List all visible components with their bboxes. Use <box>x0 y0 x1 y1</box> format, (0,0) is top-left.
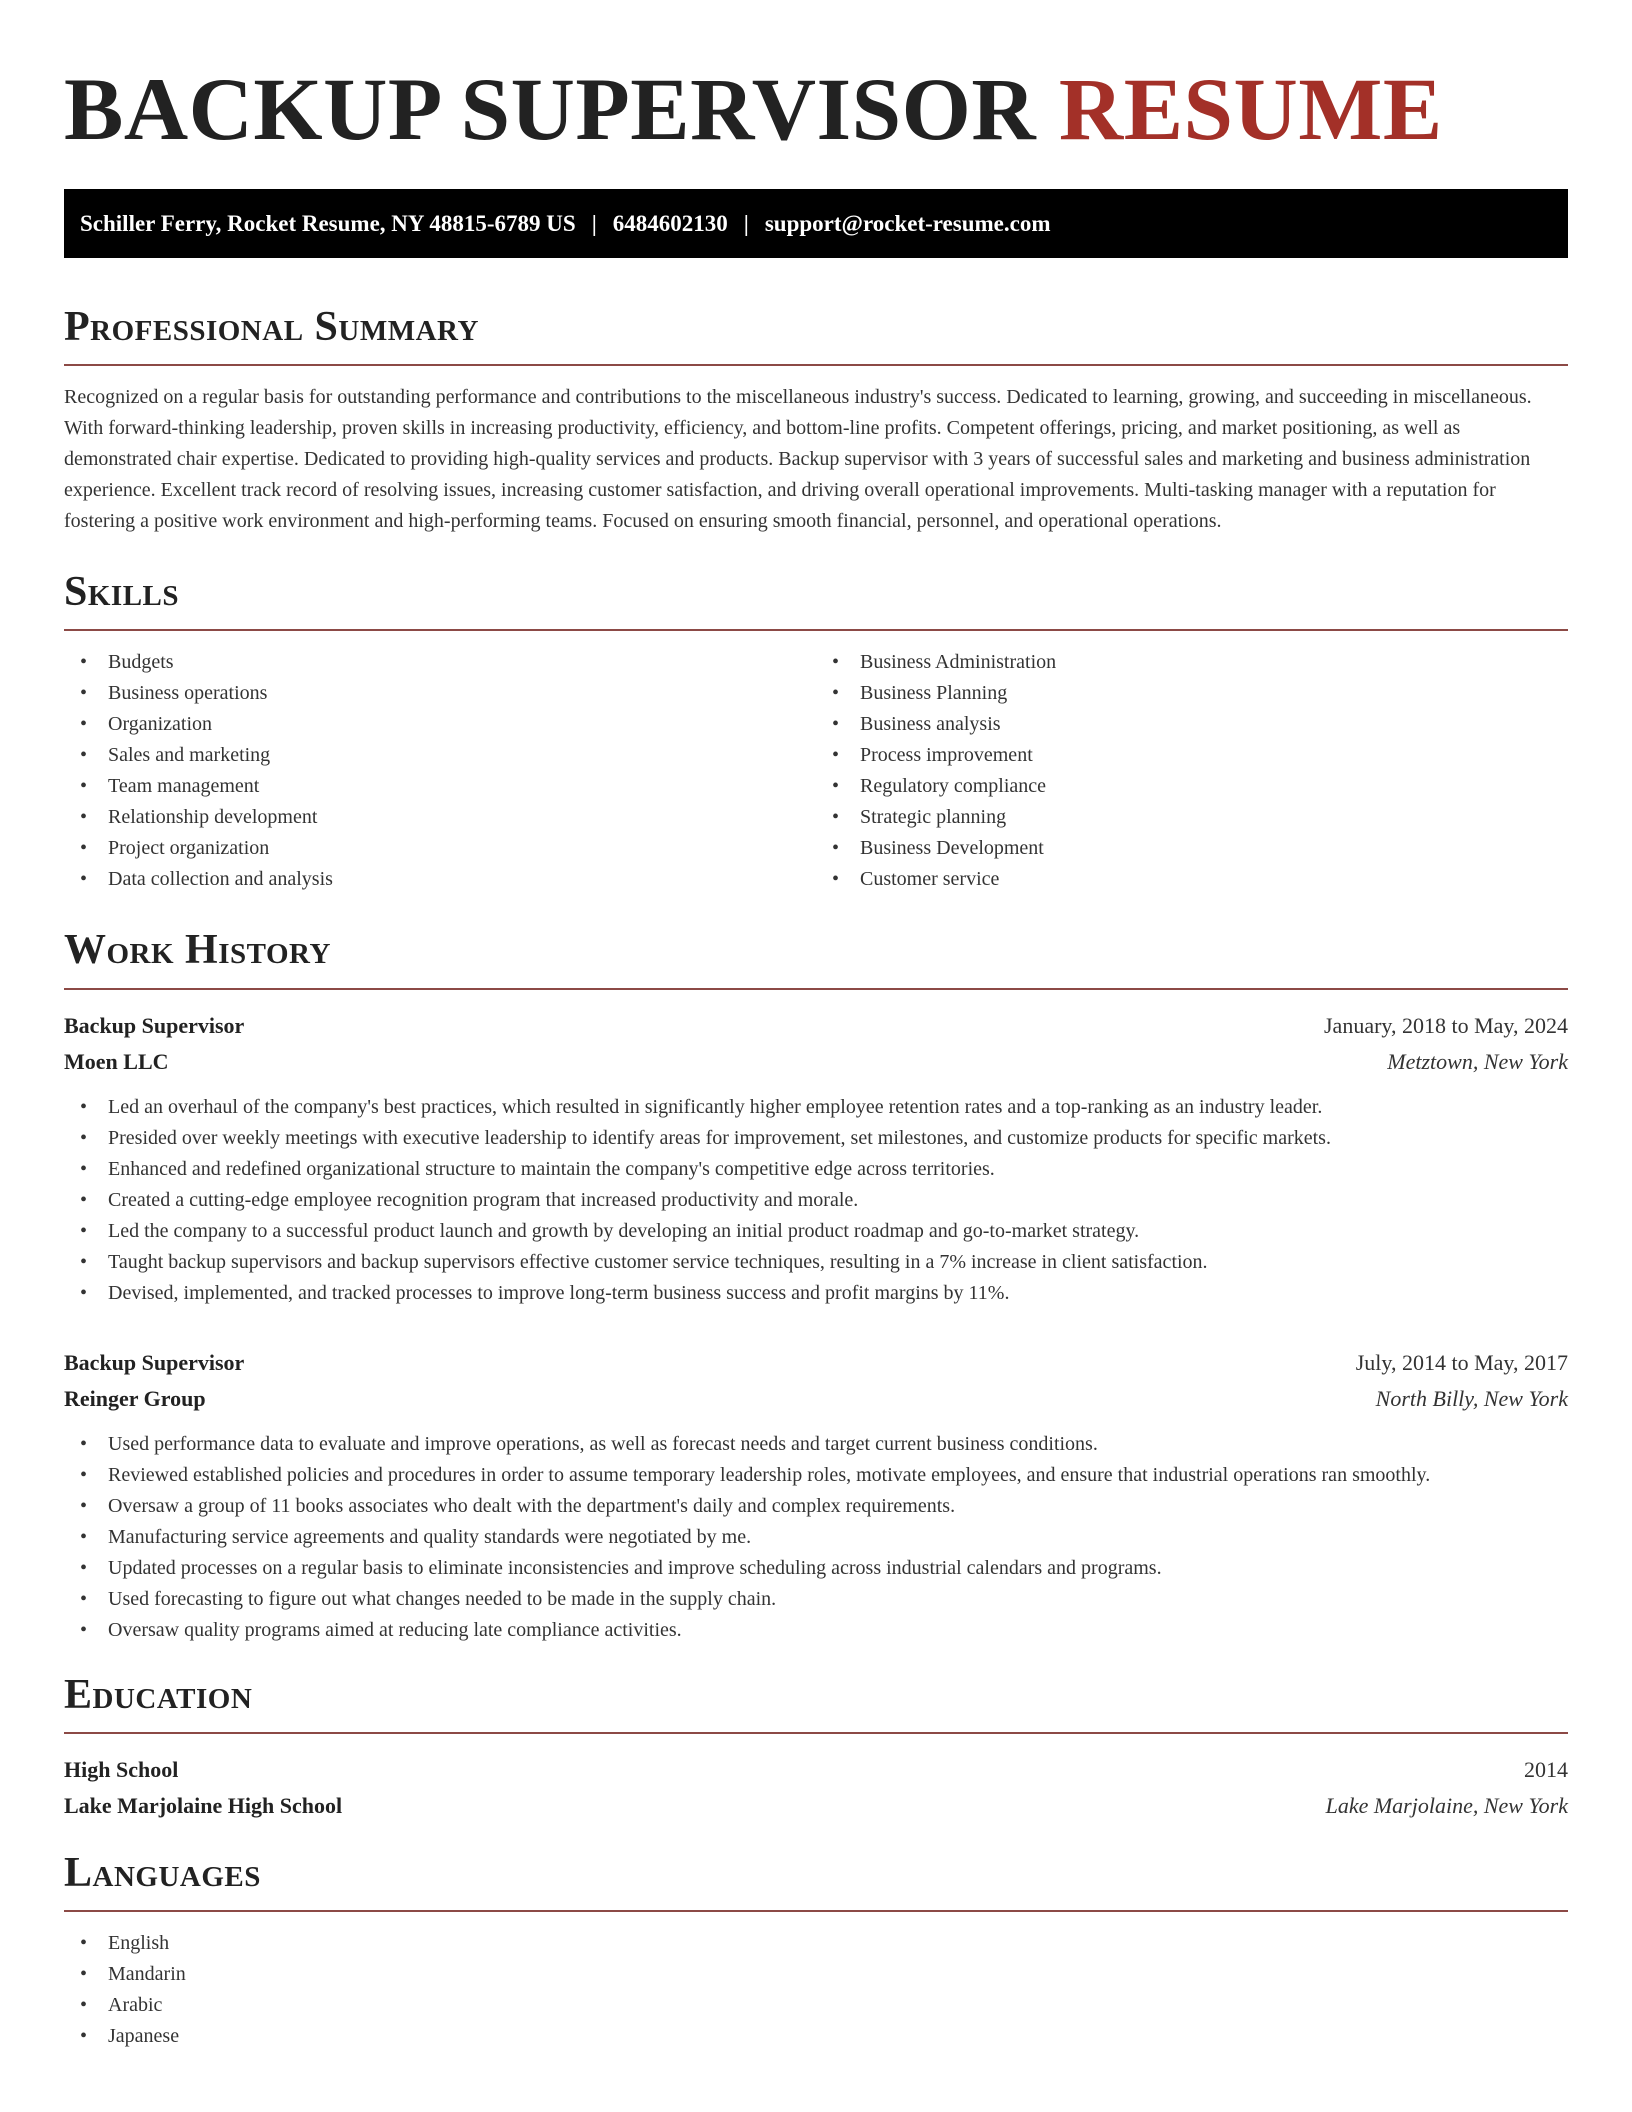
job-bullet: • Enhanced and redefined organizational structure to maintain the company's competitive edge across territories. <box>64 1154 1568 1185</box>
education-school: Lake Marjolaine High School <box>64 1792 343 1818</box>
job-company: Reinger Group <box>64 1385 206 1411</box>
summary-text: Recognized on a regular basis for outstanding performance and contributions to the miscellaneous industry's success. Dedicated to learning, growing, and succeeding in miscellaneous. With forward-thinking leadership, proven skills in increasing productivity, efficiency, and bottom-line profits. Competent offerings, pricing, and market positioning, as well as demonstrated chair expertise. Dedicated to providing high-quality services and products. Backup supervisor with 3 years of successful sales and marketing and business administration experience. Excellent track record of resolving issues, increasing customer satisfaction, and driving overall operational improvements. Multi-tasking manager with a reputation for fostering a positive work environment and high-performing teams. Focused on ensuring smooth financial, personnel, and operational operations. <box>64 386 1532 533</box>
job-bullets <box>64 1092 1568 1309</box>
job-bullet: • Used forecasting to figure out what changes needed to be made in the supply chain. <box>64 1584 1568 1615</box>
job-bullet: • Led the company to a successful product launch and growth by developing an initial product roadmap and go-to-market strategy. <box>64 1216 1568 1247</box>
skills-list-left <box>64 647 816 895</box>
title-accent: RESUME <box>1058 61 1443 159</box>
skill-item: • Team management <box>64 771 816 802</box>
job-bullet: • Presided over weekly meetings with executive leadership to identify areas for improvement, set milestones, and customize products for specific markets. <box>64 1123 1568 1154</box>
skill-item: • Customer service <box>816 864 1568 895</box>
language-item: • Arabic <box>64 1990 1568 2021</box>
language-item: • Mandarin <box>64 1959 1568 1990</box>
title-main: BACKUP SUPERVISOR <box>64 61 1037 159</box>
skill-item: • Business Development <box>816 833 1568 864</box>
education-school-row <box>64 1788 1568 1824</box>
education-location: Lake Marjolaine, New York <box>1325 1792 1568 1818</box>
job-dates: January, 2018 to May, 2024 <box>1324 1012 1568 1038</box>
contact-bar <box>64 189 1568 258</box>
skill-item: • Regulatory compliance <box>816 771 1568 802</box>
job-bullet: • Led an overhaul of the company's best practices, which resulted in significantly higher employee retention rates and a top-ranking as an industry leader. <box>64 1092 1568 1123</box>
education-entry <box>64 1752 1568 1824</box>
job-bullet: • Taught backup supervisors and backup supervisors effective customer service techniques, resulting in a 7% increase in client satisfaction. <box>64 1247 1568 1278</box>
skill-item: • Data collection and analysis <box>64 864 816 895</box>
skill-item: • Strategic planning <box>816 802 1568 833</box>
job-bullet: • Devised, implemented, and tracked processes to improve long-term business success and profit margins by 11%. <box>64 1278 1568 1309</box>
skill-item: • Business Administration <box>816 647 1568 678</box>
job-bullets <box>64 1429 1568 1646</box>
contact-separator: | <box>591 210 597 236</box>
skill-item: • Project organization <box>64 833 816 864</box>
language-item: • English <box>64 1928 1568 1959</box>
skill-item: • Budgets <box>64 647 816 678</box>
job-bullet: • Reviewed established policies and procedures in order to assume temporary leadership roles, motivate employees, and ensure that industrial operations ran smoothly. <box>64 1460 1568 1491</box>
languages-list <box>64 1928 1568 2052</box>
skills-heading: Skills <box>64 569 1568 631</box>
summary-heading: Professional Summary <box>64 304 1568 366</box>
languages-heading: Languages <box>64 1850 1568 1912</box>
job-bullet: • Used performance data to evaluate and improve operations, as well as forecast needs and target current business conditions. <box>64 1429 1568 1460</box>
job-company-row <box>64 1044 1568 1080</box>
skill-item: • Business analysis <box>816 709 1568 740</box>
job-bullet: • Manufacturing service agreements and quality standards were negotiated by me. <box>64 1522 1568 1553</box>
education-degree-row <box>64 1752 1568 1788</box>
contact-address: Schiller Ferry, Rocket Resume, NY 48815-6789 US <box>80 210 576 236</box>
job-title: Backup Supervisor <box>64 1349 245 1375</box>
skills-list-right <box>816 647 1568 895</box>
job-bullet: • Created a cutting-edge employee recognition program that increased productivity and morale. <box>64 1185 1568 1216</box>
job-dates: July, 2014 to May, 2017 <box>1355 1349 1568 1375</box>
job-title: Backup Supervisor <box>64 1012 245 1038</box>
skill-item: • Sales and marketing <box>64 740 816 771</box>
resume-title <box>64 61 1568 159</box>
job-entry <box>64 1008 1568 1309</box>
job-company-row <box>64 1381 1568 1417</box>
skills-columns <box>64 647 1568 895</box>
job-title-row <box>64 1008 1568 1044</box>
education-year: 2014 <box>1524 1756 1568 1782</box>
job-company: Moen LLC <box>64 1048 169 1074</box>
job-bullet: • Oversaw a group of 11 books associates who dealt with the department's daily and complex requirements. <box>64 1491 1568 1522</box>
contact-phone[interactable]: 6484602130 <box>612 210 728 236</box>
skill-item: • Organization <box>64 709 816 740</box>
skill-item: • Process improvement <box>816 740 1568 771</box>
job-location: Metztown, New York <box>1387 1048 1568 1074</box>
education-heading: Education <box>64 1672 1568 1734</box>
skill-item: • Business Planning <box>816 678 1568 709</box>
language-item: • Japanese <box>64 2021 1568 2052</box>
work-history-heading: Work History <box>64 927 1568 989</box>
skill-item: • Relationship development <box>64 802 816 833</box>
education-degree: High School <box>64 1756 179 1782</box>
skill-item: • Business operations <box>64 678 816 709</box>
job-title-row <box>64 1345 1568 1381</box>
job-entry <box>64 1345 1568 1646</box>
contact-separator: | <box>743 210 749 236</box>
job-bullet: • Updated processes on a regular basis to eliminate inconsistencies and improve scheduling across industrial calendars and programs. <box>64 1553 1568 1584</box>
contact-email[interactable]: support@rocket-resume.com <box>764 210 1051 236</box>
job-location: North Billy, New York <box>1375 1385 1568 1411</box>
job-bullet: • Oversaw quality programs aimed at reducing late compliance activities. <box>64 1615 1568 1646</box>
